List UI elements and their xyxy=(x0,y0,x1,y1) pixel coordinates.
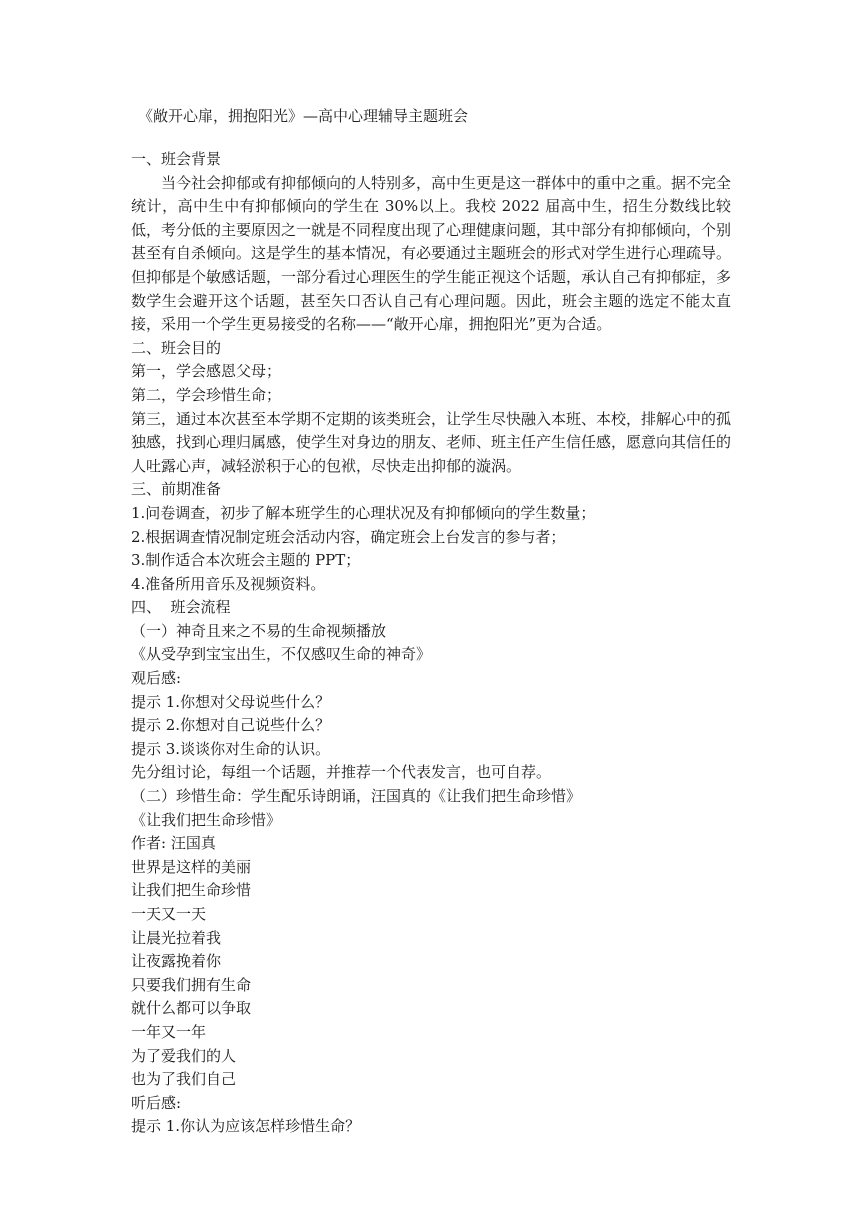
poem-line: 就什么都可以争取 xyxy=(131,999,252,1018)
preparation-item-1: 1.问卷调查，初步了解本班学生的心理状况及有抑郁倾向的学生数量； xyxy=(131,503,596,522)
process-part2-prompt-1: 提示 1.你认为应该怎样珍惜生命？ xyxy=(131,1117,361,1136)
poem-line: 让夜露挽着你 xyxy=(131,952,222,971)
process-part1-prompt-3: 提示 3.谈谈你对生命的认识。 xyxy=(131,739,331,758)
process-part1-note: 先分组讨论，每组一个话题，并推荐一个代表发言，也可自荐。 xyxy=(131,763,552,782)
document-title: 《敞开心扉，拥抱阳光》—高中心理辅导主题班会 xyxy=(138,107,469,125)
process-part1-heading: （一）神奇且来之不易的生命视频播放 xyxy=(131,621,387,640)
poem-line: 让我们把生命珍惜 xyxy=(131,881,252,900)
poem-line: 世界是这样的美丽 xyxy=(131,857,252,876)
section-heading-preparation: 三、前期准备 xyxy=(131,480,222,499)
purpose-item-3: 第三，通过本次甚至本学期不定期的该类班会，让学生尽快融入本班、本校，排解心中的孤独感，找到心理归属感，使学生对身边的朋友、老师、班主任产生信任感，愿意向其信任的人吐露心声，减轻淤积于心的包袱，尽快走出抑郁的漩涡。 xyxy=(131,409,732,475)
process-part1-prompt-2: 提示 2.你想对自己说些什么？ xyxy=(131,716,331,735)
poem-line: 也为了我们自己 xyxy=(131,1070,237,1089)
process-part2-after: 听后感: xyxy=(131,1093,182,1112)
poem-line: 只要我们拥有生命 xyxy=(131,975,252,994)
poem-title: 《让我们把生命珍惜》 xyxy=(131,810,282,829)
section-heading-process: 四、 班会流程 xyxy=(131,598,231,617)
process-part1-after: 观后感: xyxy=(131,669,182,688)
section-heading-purpose: 二、班会目的 xyxy=(131,338,222,357)
background-paragraph: 当今社会抑郁或有抑郁倾向的人特别多，高中生更是这一群体中的重中之重。据不完全统计，高中生中有抑郁倾向的学生在 30%以上。我校 2022 届高中生，招生分数线比较低，考分低的主要原因之一就是不同程度出现了心理健康问题，其中部分有抑郁倾向，个别甚至有自杀倾向。这是学生的基本情况，有必要通过主题班会的形式对学生进行心理疏导。但抑郁是个敏感话题，一部分看过心理医生的学生能正视这个话题，承认自己有抑郁症，多数学生会避开这个话题，甚至矢口否认自己有心理问题。因此，班会主题的选定不能太直接，采用一个学生更易接受的名称——“敞开心扉，拥抱阳光”更为合适。 xyxy=(131,173,732,334)
purpose-item-2: 第二，学会珍惜生命； xyxy=(131,385,282,404)
section-heading-background: 一、班会背景 xyxy=(131,150,222,168)
poem-line: 为了爱我们的人 xyxy=(131,1046,237,1065)
purpose-item-1: 第一，学会感恩父母； xyxy=(131,362,282,381)
poem-line: 一天又一天 xyxy=(131,905,207,923)
poem-author: 作者: 汪国真 xyxy=(131,834,216,853)
preparation-item-3: 3.制作适合本次班会主题的 PPT； xyxy=(131,551,361,570)
process-part2-heading: （二）珍惜生命：学生配乐诗朗诵，汪国真的《让我们把生命珍惜》 xyxy=(131,787,582,806)
process-part1-prompt-1: 提示 1.你想对父母说些什么？ xyxy=(131,692,331,711)
preparation-item-2: 2.根据调查情况制定班会活动内容，确定班会上台发言的参与者； xyxy=(131,527,566,546)
poem-line: 一年又一年 xyxy=(131,1022,207,1041)
process-part1-video: 《从受孕到宝宝出生，不仅感叹生命的神奇》 xyxy=(131,645,432,664)
poem-line: 让晨光拉着我 xyxy=(131,928,222,947)
preparation-item-4: 4.准备所用音乐及视频资料。 xyxy=(131,574,326,593)
document-body xyxy=(131,148,731,1139)
